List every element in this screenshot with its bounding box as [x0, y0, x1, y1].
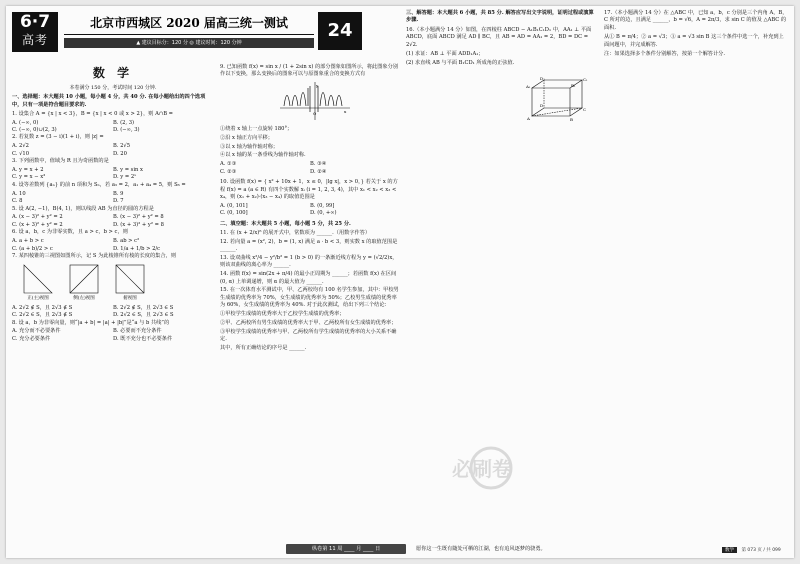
- option-choice: D. y = 2ˣ: [113, 174, 137, 181]
- motto: 愿你这一生既有随处可栖的江湖，也有追风逐梦的骁勇。: [416, 546, 546, 552]
- question-stem: 7. 某四棱锥的三视图如图所示，记 S 为此棱锥所有棱的长度的集合，则: [12, 252, 176, 259]
- exam-number: 24: [318, 12, 362, 50]
- exam-note: 本卷满分 150 分，考试时间 120 分钟.: [69, 85, 157, 92]
- view-item: [68, 263, 100, 302]
- option-choice: D. (x + 3)² + y² = 8: [113, 221, 164, 228]
- q9-items: [220, 126, 400, 160]
- exam-sheet: [6, 6, 794, 558]
- option-choice: D. 20: [113, 150, 127, 157]
- q16-stem: 16.（本小题满分 14 分）如图，在四棱柱 ABCD − A₁B₁C₁D₁ 中，AA₁ ⊥ 平面 ABCD，底面 ABCD 满足 AD ∥ BC，且 AB = AD = AA₁ = 2，BD = DC = 2√2.: [406, 26, 592, 48]
- label-a1: A₁: [526, 83, 531, 89]
- label-c: C: [583, 106, 587, 112]
- q16-part: (2) 求直线 AB 与平面 B₁CD₁ 所成角的正弦值.: [406, 60, 515, 67]
- view-item: [114, 263, 146, 302]
- fill-question: ③甲校学生成绩的优秀率与甲、乙两校所有学生成绩的优秀率的大小关系不确定.: [220, 328, 397, 343]
- week-label: 纵卷第 11 周 ____ 月 ____ 日: [286, 544, 406, 554]
- option-choice: A. 2√2 ∉ S，且 2√3 ∉ S: [12, 304, 73, 311]
- question-stem: 1. 设集合 A = {x | x < 3}，B = {x | x < 0 或 x > 2}，则 A∩B =: [12, 110, 174, 117]
- option-choice: A. (x − 3)² + y² = 2: [12, 214, 63, 221]
- exam-title: 北京市西城区 2020 届高三统一测试: [64, 12, 314, 35]
- option-choice: C. y = x − x³: [12, 174, 46, 181]
- question-options: [12, 328, 214, 343]
- view-label: 俯视图: [123, 296, 137, 302]
- exam-meta: ▲ 建议目标分：120 分 ◎ 建议时间：120 分钟: [64, 38, 314, 48]
- fill-question: ②甲、乙两校所有男生成绩的优秀率大于甲、乙两校所有女生成绩的优秀率；: [220, 320, 397, 327]
- fill-question: ①甲校学生成绩的优秀率大于乙校学生成绩的优秀率；: [220, 311, 345, 318]
- view-shape: [68, 263, 100, 295]
- option-choice: C. (0, 100]: [220, 210, 248, 217]
- option-choice: D. (0, +∞): [310, 210, 337, 217]
- column-3: [406, 10, 598, 125]
- question-stem: 5. 设 A(2, −1)，B(4, 1)，则以线段 AB 为直径的圆的方程是: [12, 205, 154, 212]
- svg-text:O: O: [313, 111, 317, 117]
- option-choice: D. 2√2 ∈ S，且 2√3 ∈ S: [113, 312, 174, 319]
- q10-stem: 10. 设函数 f(x) = { x² + 10x + 1，x ≤ 0，|lg x|，x > 0，} 若关于 x 的方程 f(x) = a (a ∈ R) 有四个实数解 xᵢ (i = 1, 2, 3, 4)，其中 x₁ < x₂ < x₃ < x₄，则 (x₁ + x₂)·(x₃ − x₄) 的取值范围是: [220, 179, 398, 200]
- q10-options: [220, 203, 400, 218]
- fill-question: 11. 在 (x + 2/x)⁶ 的展开式中，常数项为 ______.（用数字作答）: [220, 229, 371, 236]
- q9-item: ①绕着 x 轴上一点旋转 180°；: [220, 125, 293, 132]
- option-choice: C. (a + b)/2 > c: [12, 245, 53, 252]
- fill-question: 其中，所有正确结论的序号是 ______.: [220, 345, 307, 352]
- fill-question: 12. 若向量 a = (x², 2)，b = (1, x) 满足 a · b < 3，则实数 x 的取值范围是 ______.: [220, 238, 398, 252]
- option-choice: A. a + b > c: [12, 238, 44, 245]
- view-shape: [114, 263, 146, 295]
- multiple-choice-list: [12, 111, 214, 344]
- footer: [236, 544, 636, 554]
- option-choice: B. 9: [113, 190, 124, 197]
- q9-item: ②沿 x 轴正方向平移；: [220, 134, 273, 141]
- page-indicator: [722, 547, 781, 553]
- question-options: [12, 167, 214, 182]
- option-choice: C. (−∞, 0)∪(2, 3): [12, 126, 57, 133]
- option-choice: C. 充分必要条件: [12, 335, 51, 342]
- exam-header: [12, 12, 362, 56]
- question-stem: 8. 设 a，b 为非零向量，则“|a + b| = |a| + |b|”是“a 与 b 共线”的: [12, 319, 170, 326]
- q9-options: [220, 161, 400, 176]
- fill-question: 14. 函数 f(x) = sin(2x + π/4) 的最小正周期为 ______；若函数 f(x) 在区间 (0, α) 上单调递增，则 α 的最大值为 ______.: [220, 271, 397, 285]
- fill-blank-list: [220, 230, 400, 353]
- part1-heading: 一、选择题：本大题共 10 小题，每小题 4 分，共 40 分. 在每小题给出的四个选项中，只有一项是符合题目要求的.: [12, 94, 206, 108]
- label-d: D: [540, 102, 544, 108]
- q17-conditions: 从① B = π/4；② a = √3；③ a = √3 sin B 这三个条件中选一个，补充到上面问题中，并完成解答.: [604, 34, 784, 48]
- svg-text:y: y: [316, 83, 319, 89]
- option-choice: D. 7: [113, 198, 124, 205]
- option-choice: D. 既不充分也不必要条件: [113, 335, 173, 342]
- question-stem: 2. 若复数 z = (3 − i)(1 + i)，则 |z| =: [12, 134, 104, 141]
- label-c1: C₁: [583, 76, 588, 82]
- q17-note: 注：如果选择多个条件分别解答，按第一个解答计分.: [604, 51, 725, 58]
- page-text: 第 073 页 / 共 099: [741, 548, 781, 553]
- option-choice: B. (0, 99]: [310, 202, 335, 209]
- question-options: [12, 120, 214, 135]
- question-stem: 3. 下列函数中，值域为 R 且为奇函数的是: [12, 158, 109, 165]
- q9-graph: [280, 82, 350, 120]
- q9-item: ③以 x 轴为轴作轴对称；: [220, 143, 279, 150]
- column-4: [604, 10, 788, 60]
- svg-text:x: x: [344, 109, 347, 115]
- option-choice: A. 2√2: [12, 143, 29, 150]
- option-choice: B. ③④: [310, 161, 327, 168]
- column-1: [12, 54, 214, 343]
- option-choice: D. (−∞, 3): [113, 126, 140, 133]
- svg-text:必刷卷: 必刷卷: [452, 457, 512, 481]
- option-choice: B. 2√5: [113, 143, 131, 150]
- question-options: [12, 238, 214, 253]
- option-choice: C. 8: [12, 198, 23, 205]
- question-options: [12, 191, 214, 206]
- part2-heading: 二、填空题：本大题共 5 小题，每小题 5 分，共 25 分.: [220, 220, 351, 227]
- q9-item: ④以 x 轴的某一条垂线为轴作轴对称.: [220, 152, 306, 159]
- label-b1: B₁: [571, 82, 576, 88]
- page-badge: 数学: [722, 547, 737, 553]
- option-choice: B. 2√2 ∉ S，且 2√3 ∈ S: [113, 304, 174, 311]
- watermark-seal: [446, 446, 536, 490]
- option-choice: C. √10: [12, 150, 29, 157]
- option-choice: A. ①③: [220, 161, 237, 168]
- three-view-figure: [22, 263, 214, 302]
- logo-number: 6·7: [19, 12, 51, 32]
- view-item: [22, 263, 54, 302]
- q16-part: (1) 求证：AB ⊥ 平面 ADD₁A₁；: [406, 51, 484, 58]
- prism-figure: [526, 76, 590, 122]
- view-label: 正(主)视图: [27, 296, 49, 302]
- option-choice: C. 2√2 ∈ S，且 2√3 ∉ S: [12, 312, 73, 319]
- part3-heading: 三、解答题：本大题共 6 小题，共 85 分. 解答应写出文字说明，证明过程或演算步骤.: [406, 10, 594, 24]
- question-stem: 6. 设 a，b，c 为非零实数，且 a > c，b > c，则: [12, 229, 128, 236]
- option-choice: A. (0, 101]: [220, 202, 248, 209]
- question-options: [12, 143, 214, 158]
- option-choice: C. (x + 3)² + y² = 2: [12, 221, 63, 228]
- brand-logo: [12, 12, 58, 52]
- option-choice: D. ②④: [310, 168, 327, 175]
- column-2: [220, 64, 400, 354]
- q17-stem: 17.（本小题满分 14 分）在 △ABC 中，已知 a，b，c 分别是三个内角 A，B，C 所对的边，且满足 ______，b = √6，A = 2π/3，求 sin C 的值及 △ABC 的面积.: [604, 10, 788, 31]
- question-options: [12, 305, 214, 320]
- option-choice: C. ②③: [220, 168, 237, 175]
- logo-text: 高考: [21, 33, 48, 47]
- q16-parts: [406, 51, 598, 68]
- option-choice: D. 1/a + 1/b > 2/c: [113, 245, 161, 252]
- label-b: B: [570, 116, 573, 122]
- question-options: [12, 214, 214, 229]
- view-shape: [22, 263, 54, 295]
- question-stem: 4. 设等差数列 {aₙ} 的前 n 项和为 Sₙ，若 a₃ = 2，a₁ + a₄ = 5，则 S₆ =: [12, 181, 186, 188]
- label-d1: D₁: [540, 75, 545, 81]
- q9-stem: 9. 已知函数 f(x) = sin x / (1 + 2sin x) 的部分图象如图所示，将此图象分别作以下变换，那么变换后的图象可以与原图象重合的变换方式有: [220, 64, 398, 78]
- subject-title: 数 学: [92, 66, 134, 80]
- label-a: A: [527, 115, 530, 121]
- option-choice: B. 必要而不充分条件: [113, 328, 162, 335]
- option-choice: A. (−∞, 0): [12, 119, 39, 126]
- fill-question: 13. 设双曲线 x²/4 − y²/b² = 1 (b > 0) 的一条渐近线方程为 y = (√2/2)x，则该双曲线的离心率为 ______.: [220, 254, 398, 269]
- option-choice: B. (x − 3)² + y² = 8: [113, 214, 164, 221]
- option-choice: A. y = x + 2: [12, 166, 44, 173]
- option-choice: A. 10: [12, 190, 26, 197]
- option-choice: A. 充分而不必要条件: [12, 328, 61, 335]
- option-choice: B. (2, 3): [113, 119, 135, 126]
- option-choice: B. y = sin x: [113, 166, 143, 173]
- option-choice: B. ab > c²: [113, 238, 140, 245]
- view-label: 侧(左)视图: [73, 296, 95, 302]
- fill-question: 15. 在一次体育水平测试中，甲、乙两校均有 100 名学生参加，其中：甲校男生成绩的优秀率为 70%，女生成绩的优秀率为 50%；乙校男生成绩的优秀率为 60%，女生成绩的优秀率为 40%. 对于此次测试，给出下列三个结论：: [220, 287, 399, 309]
